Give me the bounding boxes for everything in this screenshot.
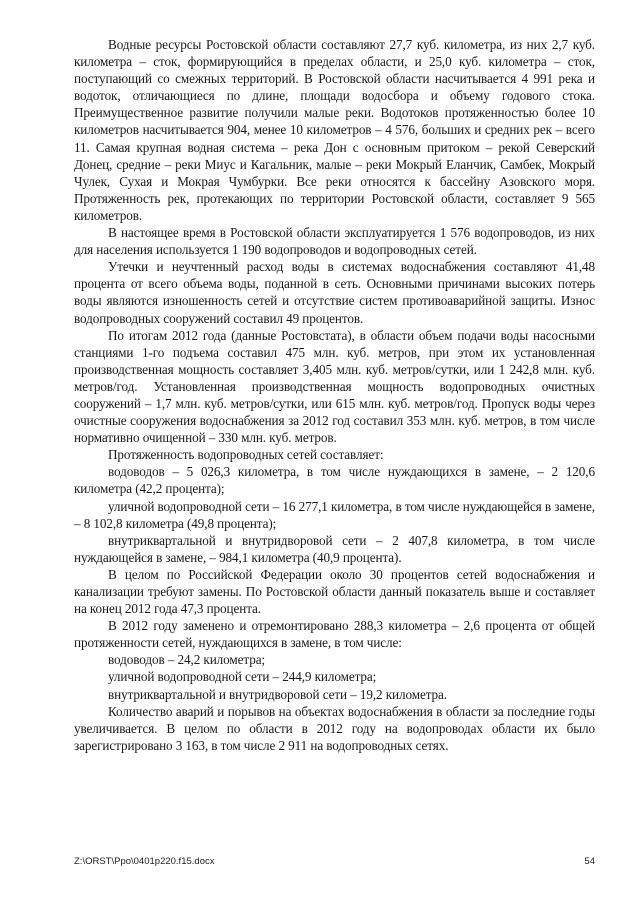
document-body bbox=[74, 36, 595, 754]
paragraph-street-network-length: уличной водопроводной сети – 16 277,1 километра, в том числе нуждающейся в замене, – 8 102,8 километра (49,8 процента); bbox=[74, 498, 595, 531]
paragraph-yard-network-length: внутриквартальной и внутридворовой сети – 2 407,8 километра, в том числе нуждающейся в замене, – 984,1 километра (40,9 процента). bbox=[74, 532, 595, 565]
paragraph-2012-supply-results: По итогам 2012 года (данные Ростовстата), в области объем подачи воды насосными станциями 1-го подъема составил 475 млн. куб. метров, при этом их установленная производственная мощность составляет 3,405 млн. куб. метров/сутки, или 1 242,8 млн. куб. метров/год. Установленная производственная мощность водопроводных очистных сооружений – 1,7 млн. куб. метров/сутки, или 615 млн. куб. метров/год. Пропуск воды через очистные сооружения водоснабжения за 2012 год составил 353 млн. куб. метров, в том числе нормативно очищенной – 330 млн. куб. метров. bbox=[74, 327, 595, 446]
paragraph-water-losses: Утечки и неучтенный расход воды в системах водоснабжения составляют 41,48 процента от всего объема воды, поданной в сеть. Основными причинами высоких потерь воды являются изношенность сетей и отсутствие систем противоаварийной защиты. Износ водопроводных сооружений составил 49 процентов. bbox=[74, 259, 595, 326]
paragraph-network-length-intro: Протяженность водопроводных сетей составляет: bbox=[108, 447, 384, 463]
paragraph-replaced-yard-network: внутриквартальной и внутридворовой сети – 19,2 километра. bbox=[108, 686, 448, 702]
paragraph-mains-length: водоводов – 5 026,3 километра, в том числе нуждающихся в замене, – 2 120,6 километра (42,2 процента); bbox=[74, 464, 595, 497]
paragraph-2012-replacement: В 2012 году заменено и отремонтировано 288,3 километра – 2,6 процента от общей протяженности сетей, нуждающихся в замене, в том числе: bbox=[74, 618, 595, 651]
footer-page-number: 54 bbox=[584, 856, 595, 867]
paragraph-accidents: Количество аварий и порывов на объектах водоснабжения в области за последние годы увеличивается. В целом по области в 2012 году на водопроводах области их было зарегистрировано 3 163, в том числе 2 911 на водопроводных сетях. bbox=[74, 703, 595, 753]
footer-file-path: Z:\ORST\Ppo\0401p220.f15.docx bbox=[74, 856, 215, 867]
paragraph-water-pipelines-count: В настоящее время в Ростовской области эксплуатируется 1 576 водопроводов, из них для населения используется 1 190 водопроводов и водопроводных сетей. bbox=[74, 225, 595, 258]
paragraph-replaced-street-network: уличной водопроводной сети – 244,9 километра; bbox=[108, 669, 377, 685]
paragraph-replaced-mains: водоводов – 24,2 километра; bbox=[108, 652, 266, 668]
paragraph-russia-comparison: В целом по Российской Федерации около 30 процентов сетей водоснабжения и канализации требуют замены. По Ростовской области данный показатель выше и составляет на конец 2012 года 47,3 процента. bbox=[74, 566, 595, 617]
paragraph-water-resources: Водные ресурсы Ростовской области составляют 27,7 куб. километра, из них 2,7 куб. километра – сток, формирующийся в пределах области, и 25,0 куб. километра – сток, поступающий со смежных территорий. В Ростовской области насчитывается 4 991 река и водоток, отличающиеся по длине, площади водосбора и объему годового стока. Преимущественное развитие получили малые реки. Водотоков протяженностью более 10 километров насчитывается 904, менее 10 километров – 4 576, больших и средних рек – всего 11. Самая крупная водная система – река Дон с основным притоком – рекой Северский Донец, средние – реки Миус и Кагальник, малые – реки Мокрый Еланчик, Самбек, Мокрый Чулек, Сухая и Мокрая Чумбурки. Все реки относятся к бассейну Азовского моря. Протяженность рек, протекающих по территории Ростовской области, составляет 9 565 километров. bbox=[74, 37, 595, 223]
